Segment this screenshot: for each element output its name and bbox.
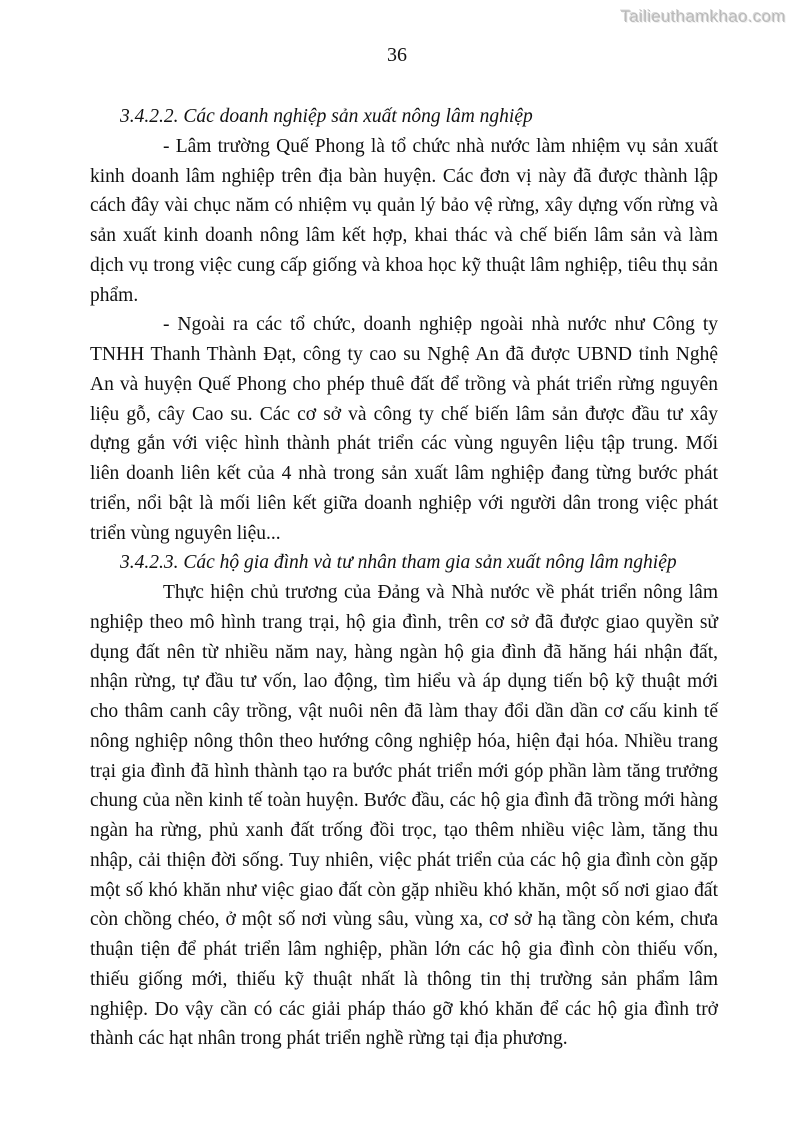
section-heading-3-4-2-3: 3.4.2.3. Các hộ gia đình và tư nhân tham gia sản xuất nông lâm nghiệp — [120, 552, 677, 574]
paragraph-thuc-hien: Thực hiện chủ trương của Đảng và Nhà nước về phát triển nông lâm nghiệp theo mô hình trang trại, hộ gia đình, trên cơ sở đã được giao quyền sử dụng đất nên từ nhiều năm nay, hàng ngàn hộ gia đình đã hăng hái nhận đất, nhận rừng, tự đầu tư vốn, lao động, tìm hiểu và áp dụng tiến bộ kỹ thuật mới cho thâm canh cây trồng, vật nuôi nên đã làm thay đổi dần dần cơ cấu kinh tế nông nghiệp nông thôn theo hướng công nghiệp hóa, hiện đại hóa. Nhiều trang trại gia đình đã hình thành tạo ra bước phát triển mới góp phần làm tăng trưởng chung của nền kinh tế toàn huyện. Bước đầu, các hộ gia đình đã trồng mới hàng ngàn ha rừng, phủ xanh đất trống đồi trọc, tạo thêm nhiều việc làm, tăng thu nhập, cải thiện đời sống. Tuy nhiên, việc phát triển của các hộ gia đình còn gặp một số khó khăn như việc giao đất còn gặp nhiều khó khăn, một số nơi giao đất còn chồng chéo, ở một số nơi vùng sâu, vùng xa, cơ sở hạ tầng còn kém, chưa thuận tiện để phát triển lâm nghiệp, phần lớn các hộ gia đình còn thiếu vốn, thiếu giống mới, thiếu kỹ thuật nhất là thông tin thị trường sản phẩm lâm nghiệp. Do vậy cần có các giải pháp tháo gỡ khó khăn để các hộ gia đình trở thành các hạt nhân trong phát triển nghề rừng tại địa phương. — [90, 582, 718, 1050]
watermark-text: Tailieuthamkhao.com — [620, 7, 786, 26]
paragraph-ngoai-ra: - Ngoài ra các tổ chức, doanh nghiệp ngoài nhà nước như Công ty TNHH Thanh Thành Đạt, công ty cao su Nghệ An đã được UBND tỉnh Nghệ An và huyện Quế Phong cho phép thuê đất để trồng và phát triển rừng nguyên liệu gỗ, cây Cao su. Các cơ sở và công ty chế biến lâm sản được đầu tư xây dựng gắn với việc hình thành phát triển các vùng nguyên liệu tập trung. Mối liên doanh liên kết của 4 nhà trong sản xuất lâm nghiệp đang từng bước phát triển, nổi bật là mối liên kết giữa doanh nghiệp với người dân trong việc phát triển vùng nguyên liệu... — [90, 314, 718, 544]
page-number: 36 — [387, 44, 407, 66]
document-body — [90, 102, 718, 1054]
section-heading-3-4-2-2: 3.4.2.2. Các doanh nghiệp sản xuất nông lâm nghiệp — [120, 106, 533, 127]
paragraph-lam-truong: - Lâm trường Quế Phong là tổ chức nhà nước làm nhiệm vụ sản xuất kinh doanh lâm nghiệp trên địa bàn huyện. Các đơn vị này đã được thành lập cách đây vài chục năm có nhiệm vụ quản lý bảo vệ rừng, xây dựng vốn rừng và sản xuất kinh doanh nông lâm kết hợp, khai thác và chế biến lâm sản và làm dịch vụ trong việc cung cấp giống và khoa học kỹ thuật lâm nghiệp, tiêu thụ sản phẩm. — [90, 135, 718, 306]
